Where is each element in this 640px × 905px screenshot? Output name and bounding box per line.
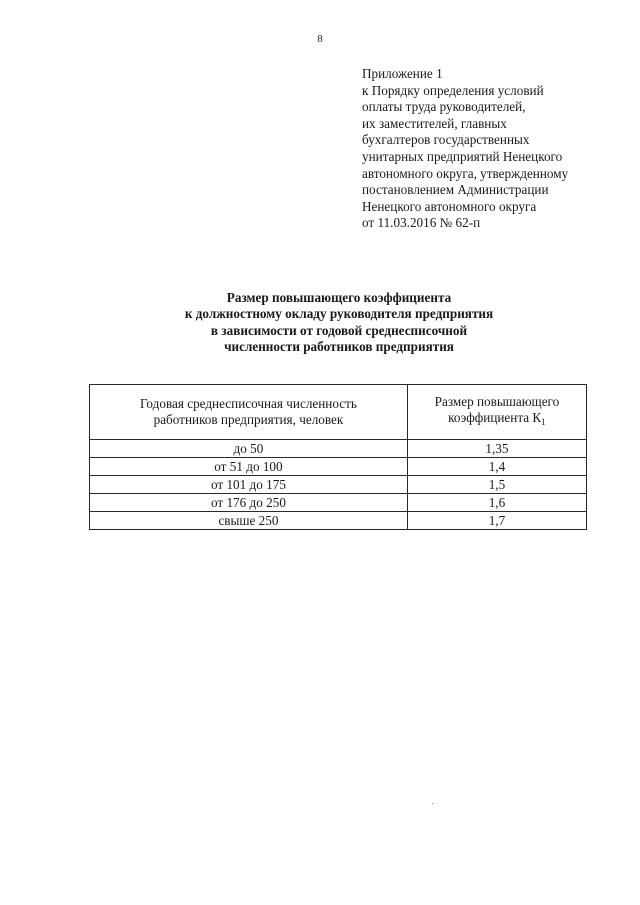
coefficient-table <box>89 384 587 530</box>
header-coefficient-line1: Размер повышающего <box>434 394 560 409</box>
headcount-cell: от 101 до 175 <box>90 476 408 494</box>
appendix-note <box>362 66 632 232</box>
appendix-line: их заместителей, главных <box>362 115 507 131</box>
page-number: 8 <box>317 33 323 45</box>
appendix-line: бухгалтеров государственных <box>362 132 530 148</box>
scan-speck <box>432 803 433 804</box>
header-coefficient <box>407 385 586 440</box>
document-title <box>0 290 640 356</box>
table-row <box>90 440 587 458</box>
headcount-cell: свыше 250 <box>90 512 408 530</box>
table-row <box>90 512 587 530</box>
appendix-line: к Порядку определения условий <box>362 82 544 98</box>
header-coefficient-line2: коэффициента К <box>448 410 542 425</box>
appendix-line: постановлением Администрации <box>362 182 549 198</box>
headcount-cell: до 50 <box>90 440 408 458</box>
table-row <box>90 494 587 512</box>
coefficient-cell: 1,5 <box>407 476 586 494</box>
appendix-line: унитарных предприятий Ненецкого <box>362 148 563 164</box>
headcount-cell: от 176 до 250 <box>90 494 408 512</box>
coefficient-cell: 1,6 <box>407 494 586 512</box>
appendix-line: от 11.03.2016 № 62-п <box>362 215 481 231</box>
appendix-line: Приложение 1 <box>362 66 443 81</box>
title-line: Размер повышающего коэффициента <box>226 290 452 305</box>
appendix-line: автономного округа, утвержденному <box>362 165 569 181</box>
table-row <box>90 476 587 494</box>
table-row <box>90 458 587 476</box>
coefficient-cell: 1,4 <box>407 458 586 476</box>
title-line: численности работников предприятия <box>224 339 454 355</box>
header-headcount-line2: работников предприятия, человек <box>153 412 344 427</box>
header-coefficient-subscript: 1 <box>541 417 546 427</box>
table-header-row <box>90 385 587 440</box>
coefficient-cell: 1,7 <box>407 512 586 530</box>
coefficient-cell: 1,35 <box>407 440 586 458</box>
title-line: в зависимости от годовой среднесписочной <box>210 322 468 338</box>
appendix-line: Ненецкого автономного округа <box>362 198 537 214</box>
header-headcount-line1: Годовая среднесписочная численность <box>139 396 357 411</box>
title-line: к должностному окладу руководителя предприятия <box>184 306 494 322</box>
header-headcount <box>90 385 408 440</box>
appendix-line: оплаты труда руководителей, <box>362 99 526 115</box>
headcount-cell: от 51 до 100 <box>90 458 408 476</box>
